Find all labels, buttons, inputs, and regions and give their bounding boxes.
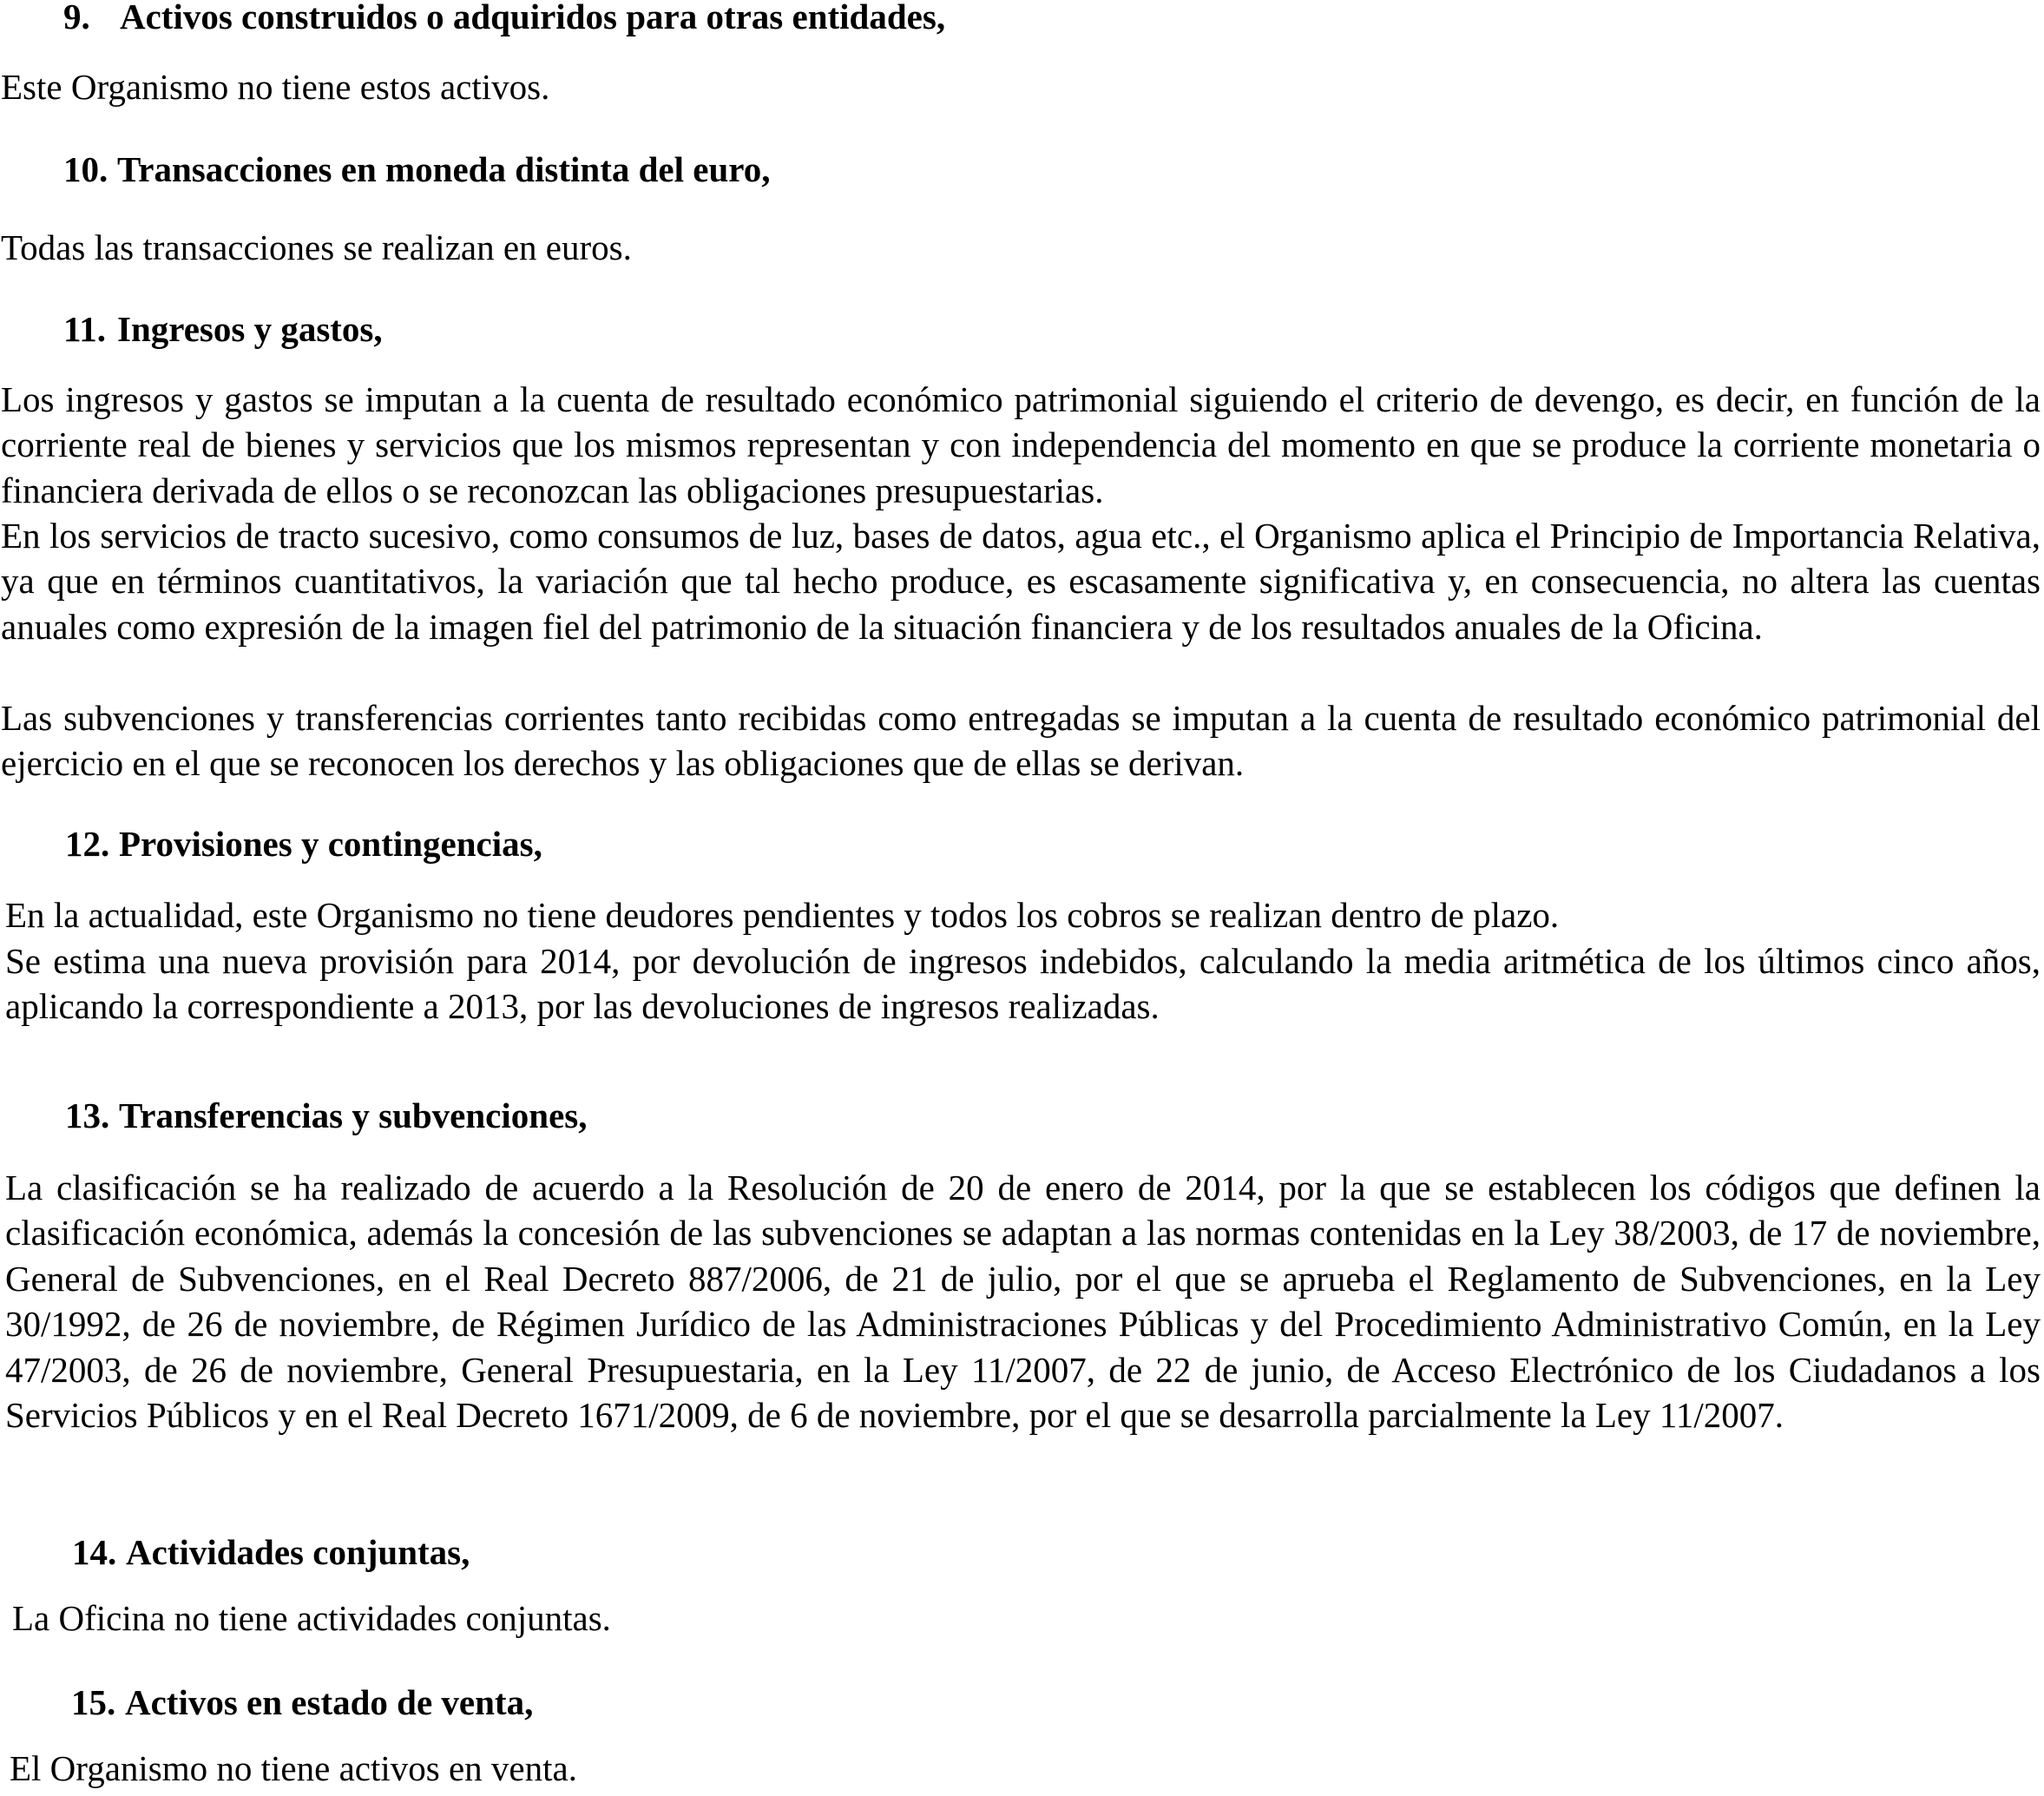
section-10-paragraph: Todas las transacciones se realizan en euros. [1, 227, 632, 267]
section-10-heading [63, 148, 770, 191]
section-11-paragraph-1: Los ingresos y gastos se imputan a la cuenta de resultado económico patrimonial siguiendo el criterio de devengo, es decir, en función de la corriente real de bienes y servicios que los mismos representan y con independencia del momento en que se produce la corriente monetaria o financiera derivada de ellos o se reconozcan las obligaciones presupuestarias. [1, 379, 2041, 510]
section-13-paragraph: La clasificación se ha realizado de acuerdo a la Resolución de 20 de enero de 2014, por la que se establecen los códigos que definen la clasificación económica, además la concesión de las subvenciones se adaptan a las normas contenidas en la Ley 38/2003, de 17 de noviembre, General de Subvenciones, en el Real Decreto 887/2006, de 21 de julio, por el que se aprueba el Reglamento de Subvenciones, en la Ley 30/1992, de 26 de noviembre, de Régimen Jurídico de las Administraciones Públicas y del Procedimiento Administrativo Común, en la Ley 47/2003, de 26 de noviembre, General Presupuestaria, en la Ley 11/2007, de 22 de junio, de Acceso Electrónico de los Ciudadanos a los Servicios Públicos y en el Real Decreto 1671/2009, de 6 de noviembre, por el que se desarrolla parcialmente la Ley 11/2007. [5, 1168, 2041, 1436]
section-15-paragraph: El Organismo no tiene activos en venta. [10, 1748, 577, 1788]
section-title: Provisiones y contingencias, [119, 824, 542, 864]
section-title: Ingresos y gastos, [117, 309, 383, 349]
section-title: Transacciones en moneda distinta del euro, [117, 149, 771, 189]
section-9-paragraph: Este Organismo no tiene estos activos. [1, 67, 550, 107]
section-9-heading [63, 0, 945, 38]
section-number: 9. [63, 0, 90, 36]
section-11-paragraph-3: Las subvenciones y transferencias corrientes tanto recibidas como entregadas se imputan a la cuenta de resultado económico patrimonial del ejercicio en el que se reconocen los derechos y las obligaciones que de ellas se derivan. [1, 698, 2041, 784]
section-number: 13. [65, 1095, 110, 1135]
section-title: Activos en estado de venta, [125, 1682, 534, 1722]
section-14-heading [72, 1530, 470, 1574]
section-12-paragraph-2: Se estima una nueva provisión para 2014, por devolución de ingresos indebidos, calculando la media aritmética de los últimos cinco años, aplicando la correspondiente a 2013, por las devoluciones de ingresos realizadas. [5, 941, 2041, 1027]
section-number: 14. [72, 1532, 117, 1572]
section-15-heading [71, 1681, 533, 1724]
section-title: Transferencias y subvenciones, [119, 1095, 588, 1135]
section-number: 15. [71, 1682, 116, 1722]
section-12-paragraph-1: En la actualidad, este Organismo no tiene deudores pendientes y todos los cobros se realizan dentro de plazo. [5, 895, 1560, 935]
section-title: Activos construidos o adquiridos para otras entidades, [120, 0, 946, 36]
section-11-heading [63, 307, 383, 351]
section-number: 10. [63, 149, 108, 189]
section-number: 11. [63, 309, 106, 349]
section-title: Actividades conjuntas, [126, 1532, 470, 1572]
section-12-heading [65, 822, 542, 865]
section-14-paragraph: La Oficina no tiene actividades conjuntas. [12, 1598, 611, 1638]
section-11-paragraph-2: En los servicios de tracto sucesivo, como consumos de luz, bases de datos, agua etc., el Organismo aplica el Principio de Importancia Relativa, ya que en términos cuantitativos, la variación que tal hecho produce, es escasamente significativa y, en consecuencia, no altera las cuentas anuales como expresión de la imagen fiel del patrimonio de la situación financiera y de los resultados anuales de la Oficina. [1, 516, 2041, 647]
section-13-heading [65, 1094, 587, 1137]
section-number: 12. [65, 824, 110, 864]
